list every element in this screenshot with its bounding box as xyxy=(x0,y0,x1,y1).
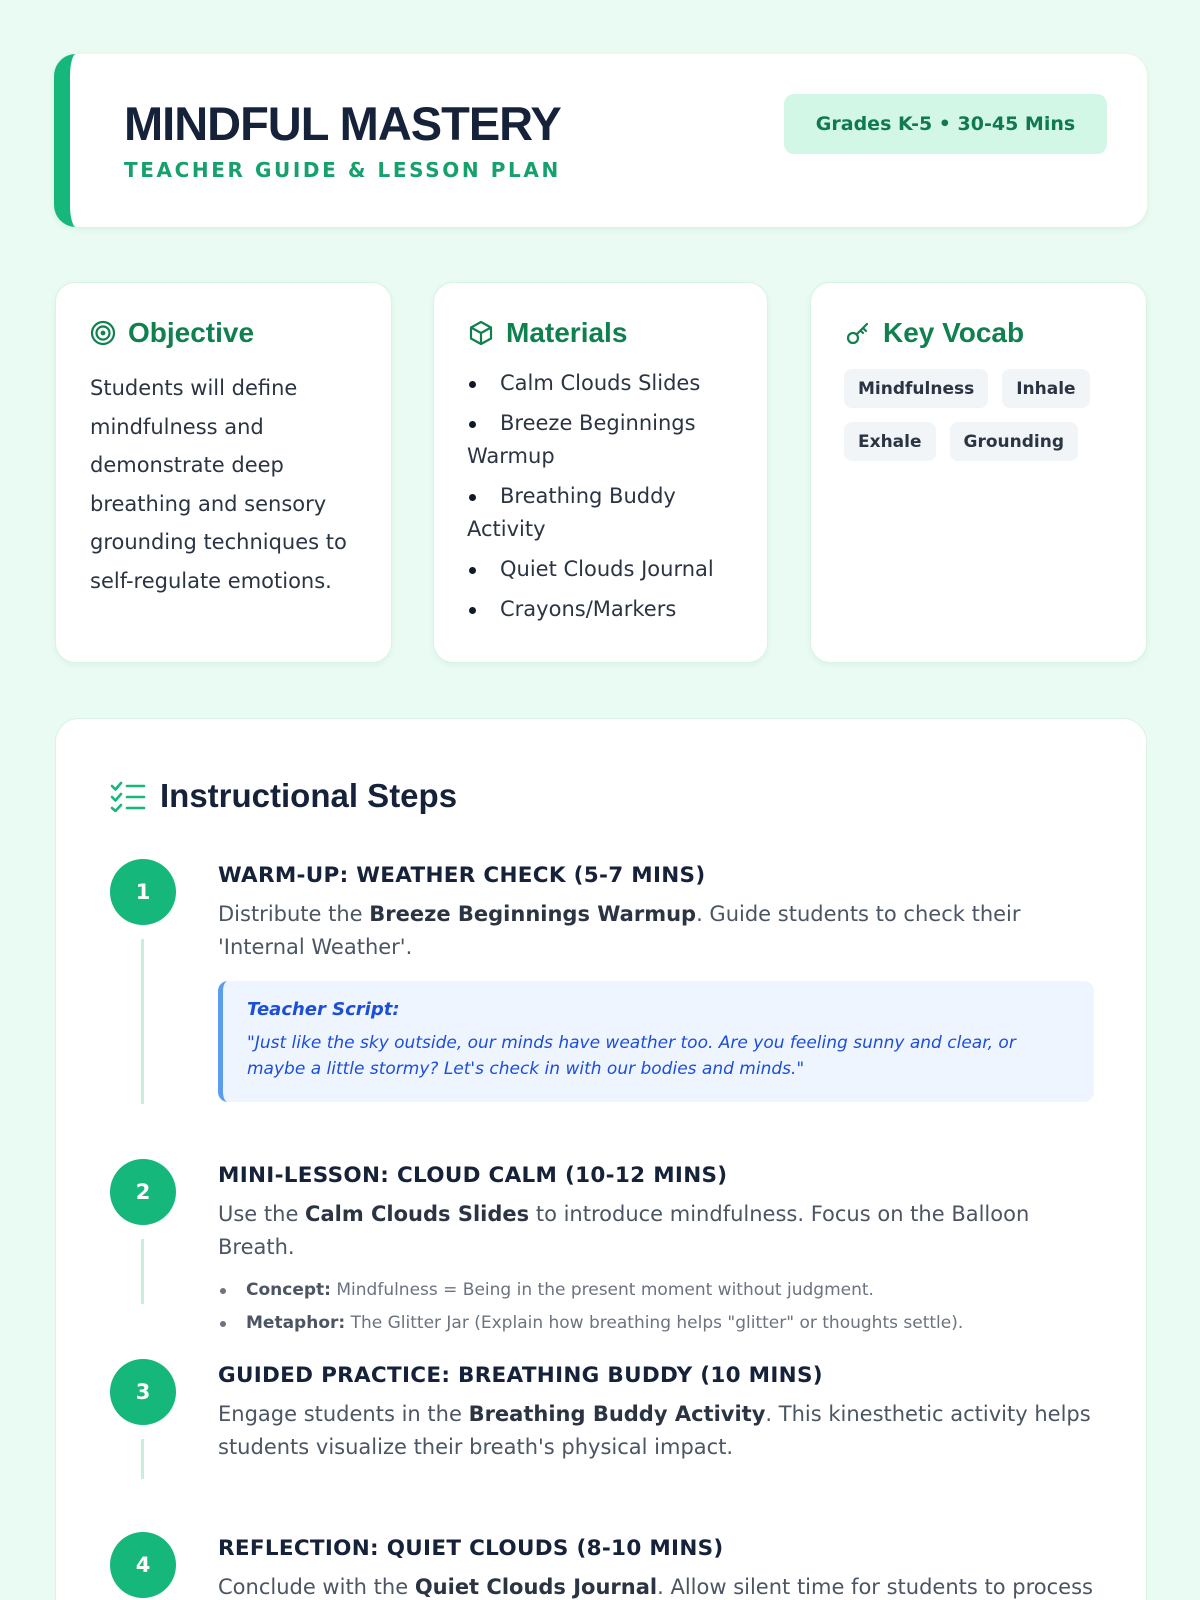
step-number: 3 xyxy=(110,1359,176,1425)
grade-badge: Grades K-5 • 30-45 Mins xyxy=(784,94,1107,154)
list-item: Breathing Buddy Activity xyxy=(467,480,749,546)
step-body xyxy=(218,1532,1098,1600)
step-body xyxy=(218,1359,1098,1464)
vocab-tag: Mindfulness xyxy=(844,369,988,408)
materials-card xyxy=(433,282,768,663)
list-item: Breeze Beginnings Warmup xyxy=(467,407,749,473)
script-text: "Just like the sky outside, our minds have weather too. Are you feeling sunny and clear, or maybe a little stormy? Let's check in with our bodies and minds." xyxy=(247,1033,1016,1079)
step-text: Conclude with the Quiet Clouds Journal. Allow silent time for students to process xyxy=(218,1575,1093,1599)
step-text: Distribute the Breeze Beginnings Warmup. Guide students to check their 'Internal Weather'. xyxy=(218,902,1021,959)
step-connector xyxy=(141,939,144,1104)
vocab-tag: Exhale xyxy=(844,422,936,461)
vocab-title: Key Vocab xyxy=(883,317,1025,348)
materials-title: Materials xyxy=(506,317,628,348)
vocab-tag: Inhale xyxy=(1002,369,1089,408)
steps-panel xyxy=(55,718,1147,1600)
header-card xyxy=(54,54,1147,227)
step-title: GUIDED PRACTICE: BREATHING BUDDY (10 MINS) xyxy=(218,1363,823,1388)
script-label: Teacher Script: xyxy=(247,999,400,1020)
step-bullets xyxy=(218,1274,1098,1340)
step-title: WARM-UP: WEATHER CHECK (5-7 MINS) xyxy=(218,863,706,888)
step-number: 2 xyxy=(110,1159,176,1225)
step-connector xyxy=(141,1439,144,1479)
materials-header xyxy=(468,317,627,349)
step-title: MINI-LESSON: CLOUD CALM (10-12 MINS) xyxy=(218,1163,728,1188)
step-number: 1 xyxy=(110,859,176,925)
list-item: Quiet Clouds Journal xyxy=(467,553,749,586)
vocab-card xyxy=(810,282,1147,663)
objective-header xyxy=(90,317,254,349)
step-number: 4 xyxy=(110,1532,176,1598)
objective-title: Objective xyxy=(128,317,255,348)
page-title: MINDFUL MASTERY xyxy=(124,97,561,150)
step-text: Use the Calm Clouds Slides to introduce mindfulness. Focus on the Balloon Breath. xyxy=(218,1202,1030,1259)
checklist-icon xyxy=(110,780,146,812)
list-item: Crayons/Markers xyxy=(467,593,749,626)
list-item: Calm Clouds Slides xyxy=(467,367,749,400)
key-icon xyxy=(845,320,871,346)
step-title: REFLECTION: QUIET CLOUDS (8-10 MINS) xyxy=(218,1536,724,1561)
steps-header xyxy=(110,777,457,815)
objective-text: Students will define mindfulness and demonstrate deep breathing and sensory grounding techniques to self-regulate emotions. xyxy=(90,376,347,593)
step-body xyxy=(218,859,1098,1102)
objective-card xyxy=(55,282,392,663)
target-icon xyxy=(90,320,116,346)
steps-title: Instructional Steps xyxy=(160,777,458,814)
step-connector xyxy=(141,1239,144,1304)
step-text: Engage students in the Breathing Buddy Activity. This kinesthetic activity helps students visualize their breath's physical impact. xyxy=(218,1402,1091,1459)
cube-icon xyxy=(468,320,494,346)
step-body xyxy=(218,1159,1098,1340)
vocab-tag: Grounding xyxy=(950,422,1079,461)
vocab-header xyxy=(845,317,1024,349)
list-item: Metaphor: The Glitter Jar (Explain how breathing helps "glitter" or thoughts settle). xyxy=(218,1307,1098,1340)
page-subtitle: TEACHER GUIDE & LESSON PLAN xyxy=(124,158,561,182)
teacher-script-box xyxy=(218,981,1094,1102)
materials-list xyxy=(467,367,749,633)
vocab-tags xyxy=(844,369,1114,461)
list-item: Concept: Mindfulness = Being in the present moment without judgment. xyxy=(218,1274,1098,1307)
